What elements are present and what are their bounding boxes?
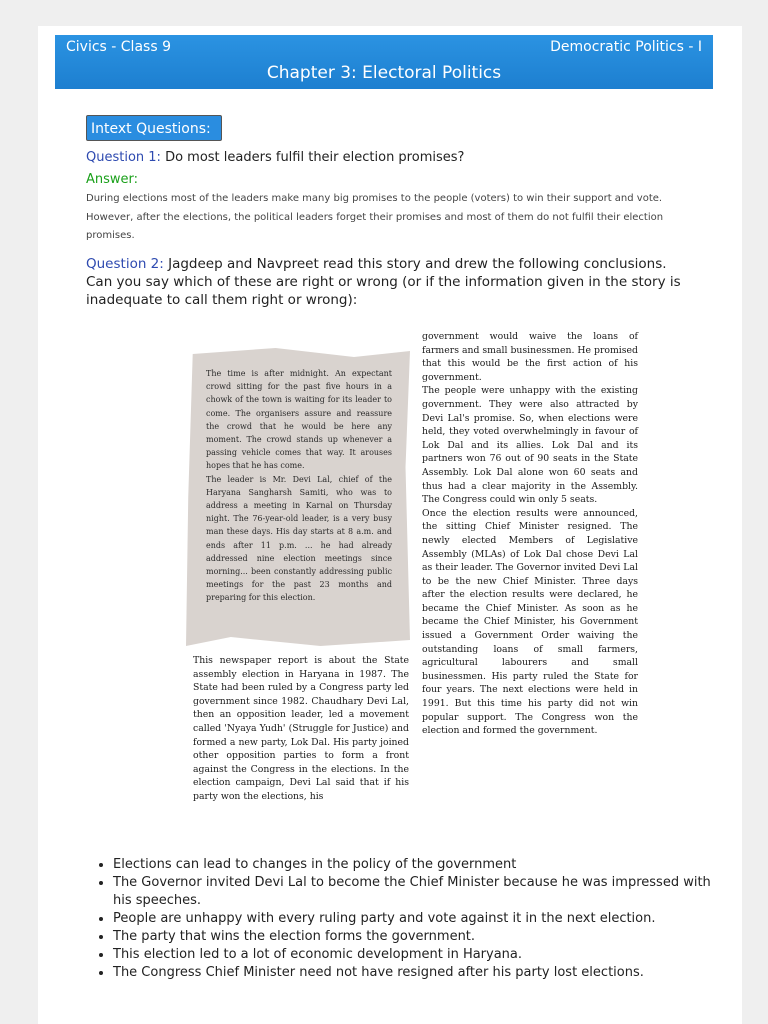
conclusions-list [93, 856, 733, 982]
question-2-text: Jagdeep and Navpreet read this story and drew the following conclusions. Can you say which of these are right or wrong (or if the information given in the story is inadequate to call them right or wrong): [86, 256, 681, 308]
list-item: • The party that wins the election forms the government. [113, 928, 733, 946]
list-item: • This election led to a lot of economic development in Haryana. [113, 946, 733, 964]
chapter-title: Chapter 3: Electoral Politics [266, 63, 502, 83]
question-1 [86, 150, 464, 165]
newspaper-clipping-text: The time is after midnight. An expectant crowd sitting for the past five hours in a chowk of the town is waiting for its leader to come. The organisers assure and reassure the crowd that he would be here any moment. The crowd stands up whenever a passing vehicle comes that way. It arouses hopes that he has come. The leader is Mr. Devi Lal, chief of the Haryana Sangharsh Samiti, who was to address a meeting in Karnal on Thursday night. The 76-year-old leader, is a very busy man these days. His day starts at 8 a.m. and ends after 11 p.m. ... he had already addressed nine election meetings since morning... been constantly addressing public meetings for the past 23 months and preparing for this election. [206, 369, 392, 603]
story-left-column: This newspaper report is about the State assembly election in Haryana in 1987. The State had been ruled by a Congress party led government since 1982. Chaudhary Devi Lal, then an opposition leader, led a movement called 'Nyaya Yudh' (Struggle for Justice) and formed a new party, Lok Dal. His party joined other opposition parties to form a front against the Congress in the elections. In the election campaign, Devi Lal said that if his party won the elections, his [193, 655, 409, 802]
answer-label: Answer: [86, 172, 139, 187]
question-1-label: Question 1: [86, 150, 161, 165]
chapter-header [55, 35, 713, 89]
document-page [38, 26, 742, 1024]
list-item: • People are unhappy with every ruling party and vote against it in the next election. [113, 910, 733, 928]
book-label: Democratic Politics - I [550, 39, 702, 55]
intext-questions-label: Intext Questions: [86, 115, 222, 141]
question-2 [86, 255, 686, 309]
list-item: • Elections can lead to changes in the policy of the government [113, 856, 733, 874]
question-2-label: Question 2: [86, 256, 164, 272]
list-item: • The Governor invited Devi Lal to become the Chief Minister because he was impressed with his speeches. [113, 874, 733, 910]
question-1-text: Do most leaders fulfil their election promises? [160, 150, 465, 165]
story-right-column: government would waive the loans of farmers and small businessmen. He promised that this would be the first action of his government. The people were unhappy with the existing government. They were also attracted by Devi Lal's promise. So, when elections were held, they voted overwhelmingly in favour of Lok Dal and its allies. Lok Dal and its partners won 76 out of 90 seats in the State Assembly. Lok Dal alone won 60 seats and thus had a clear majority in the Assembly. The Congress could win only 5 seats. Once the election results were announced, the sitting Chief Minister resigned. The newly elected Members of Legislative Assembly (MLAs) of Lok Dal chose Devi Lal as their leader. The Governor invited Devi Lal to be the new Chief Minister. Three days after the election results were declared, he became the Chief Minister. As soon as he became the Chief Minister, his Government issued a Government Order waiving the outstanding loans of small farmers, agricultural labourers and small businessmen. His party ruled the State for four years. The next elections were held in 1991. But this time his party did not win popular support. The Congress won the election and formed the government. [422, 331, 638, 737]
list-item: • The Congress Chief Minister need not have resigned after his party lost elections. [113, 964, 733, 982]
subject-label: Civics - Class 9 [66, 39, 171, 55]
answer-text: During elections most of the leaders make many big promises to the people (voters) to win their support and vote. However, after the elections, the political leaders forget their promises and most of them do not fulfil their election promises. [86, 193, 664, 241]
